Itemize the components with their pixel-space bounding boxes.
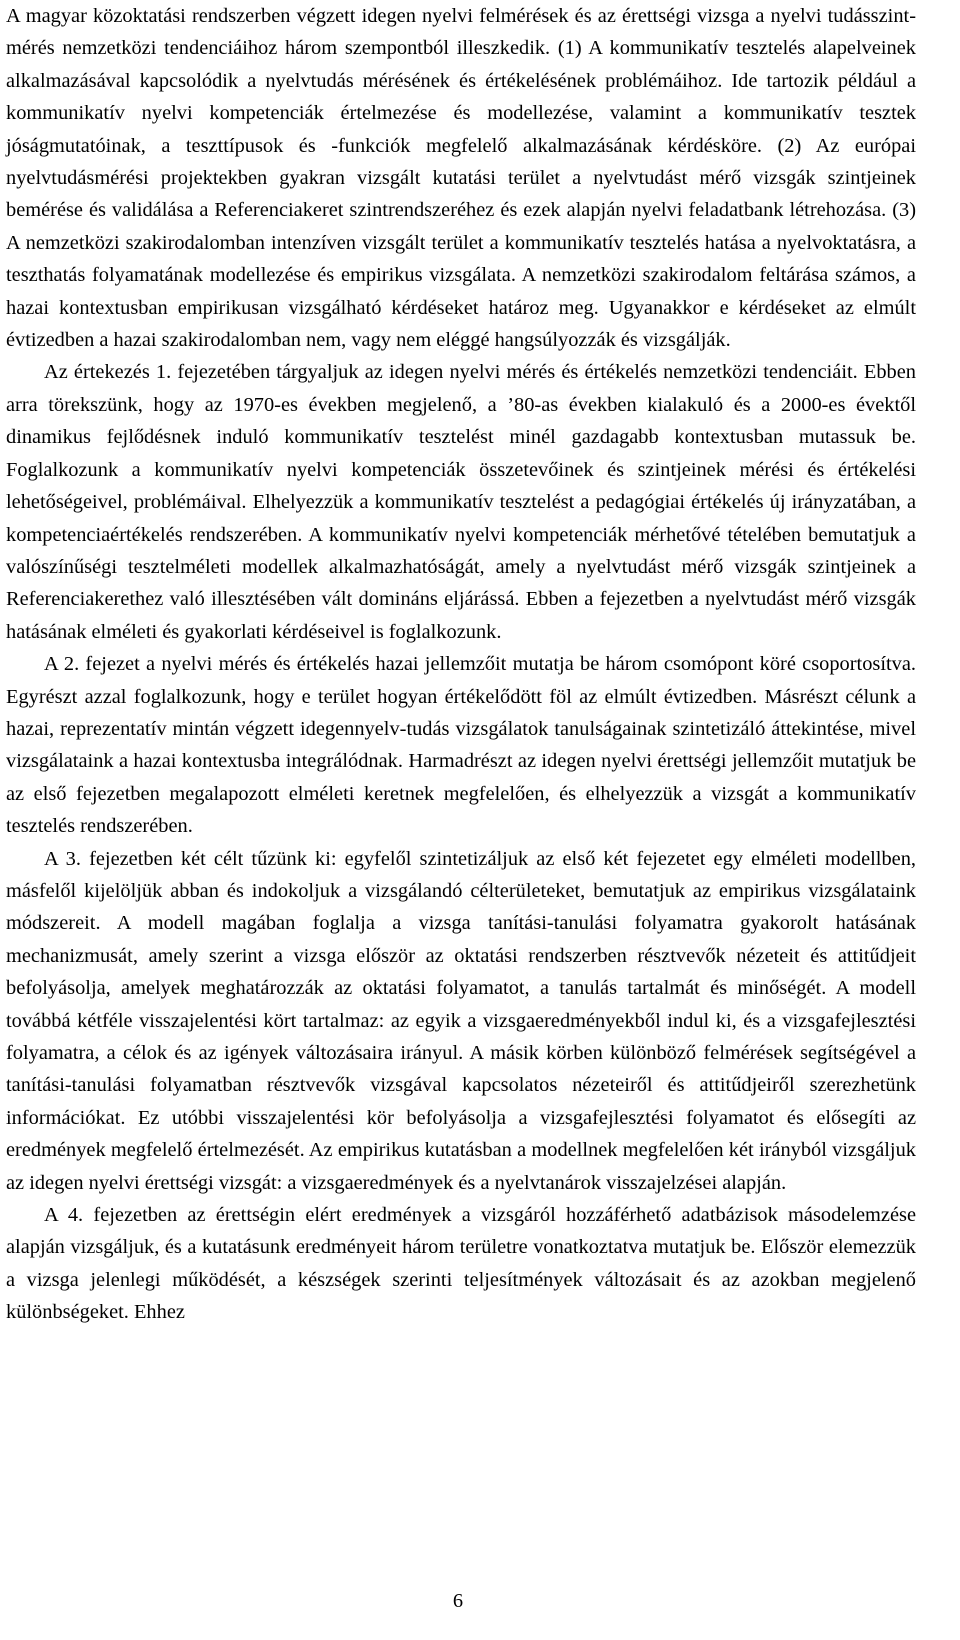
paragraph-chapter-2: A 2. fejezet a nyelvi mérés és értékelés hazai jellemzőit mutatja be három csomópont köré csoportosítva. Egyrészt azzal foglalkozunk, hogy e terület hogyan értékelődött föl az elmúlt évtizedben. Másrészt célunk a hazai, reprezentatív mintán végzett idegennyelv-tudás vizsgálatok tanulságainak szintetizáló áttekintése, mivel vizsgálataink a hazai kontextusba integrálódnak. Harmadrészt az idegen nyelvi érettségi jellemzőit mutatjuk be az első fejezetben megalapozott elméleti keretnek megfelelően, és elhelyezzük a vizsgát a kommunikatív tesztelés rendszerében. xyxy=(6,653,916,838)
paragraph-chapter-1: Az értekezés 1. fejezetében tárgyaljuk az idegen nyelvi mérés és értékelés nemzetközi tendenciáit. Ebben arra törekszünk, hogy az 1970-es években megjelenő, a ’80-as években kialakuló és a 2000-es évektől dinamikus fejlődésnek induló kommunikatív tesztelést minél gazdagabb kontextusban mutassuk be. Foglalkozunk a kommunikatív nyelvi kompetenciák összetevőinek és szintjeinek mérési és értékelési lehetőségeivel, problémáival. Elhelyezzük a kommunikatív tesztelést a pedagógiai értékelés új irányzatában, a kompetenciaértékelés rendszerében. A kommunikatív nyelvi kompetenciák mérhetővé tételében bemutatjuk a valószínűségi tesztelméleti modellek alkalmazhatóságát, amely a nyelvtudást mérő vizsgák szintjeinek a Referenciakerethez való illesztésében vált domináns eljárássá. Ebben a fejezetben a nyelvtudást mérő vizsgák hatásának elméleti és gyakorlati kérdéseivel is foglalkozunk. xyxy=(6,361,916,643)
document-page xyxy=(6,0,916,1329)
paragraph-chapter-3: A 3. fejezetben két célt tűzünk ki: egyfelől szintetizáljuk az első két fejezetet egy elméleti modellben, másfelől kijelöljük abban és indokoljuk a vizsgálandó célterületeket, bemutatjuk az empirikus vizsgálataink módszereit. A modell magában foglalja a vizsga tanítási-tanulási folyamatra gyakorolt hatásának mechanizmusát, amely szerint a vizsga először az oktatási rendszerben résztvevők nézeteit és attitűdjeit befolyásolja, amelyek meghatározzák az oktatási folyamatot, a tanulás tartalmát és minőségét. A modell továbbá kétféle visszajelentési kört tartalmaz: az egyik a vizsgaeredményekből indul ki, és a vizsgafejlesztési folyamatra, a célok és az igények változásaira irányul. A másik körben különböző felmérések segítségével a tanítási-tanulási folyamatban résztvevők vizsgával kapcsolatos nézeteiről és attitűdjeiről szerezhetünk információkat. Ez utóbbi visszajelentési kör befolyásolja a vizsgafejlesztési folyamatot és elősegíti az eredmények megfelelő értelmezését. Az empirikus kutatásban a modellnek megfelelően két irányból vizsgáljuk az idegen nyelvi érettségi vizsgát: a vizsgaeredmények és a nyelvtanárok visszajelzései alapján. xyxy=(6,847,916,1194)
paragraph-intro: A magyar közoktatási rendszerben végzett idegen nyelvi felmérések és az érettségi vizsga a nyelvi tudásszint-mérés nemzetközi tendenciáihoz három szempontból illeszkedik. (1) A kommunikatív tesztelés alapelveinek alkalmazásával kapcsolódik a nyelvtudás mérésének és értékelésének problémáihoz. Ide tartozik például a kommunikatív nyelvi kompetenciák értelmezése és modellezése, valamint a kommunikatív tesztek jóságmutatóinak, a teszttípusok és -funkciók megfelelő alkalmazásának kérdésköre. (2) Az európai nyelvtudásmérési projektekben gyakran vizsgált kutatási terület a nyelvtudást mérő vizsgák szintjeinek bemérése és validálása a Referenciakeret szintrendszeréhez és ezek alapján nyelvi feladatbank létrehozása. (3) A nemzetközi szakirodalomban intenzíven vizsgált terület a kommunikatív tesztelés hatása a nyelvoktatásra, a teszthatás folyamatának modellezése és empirikus vizsgálata. A nemzetközi szakirodalom feltárása számos, a hazai kontextusban empirikusan vizsgálható kérdéseket határoz meg. Ugyanakkor e kérdéseket az elmúlt évtizedben a hazai szakirodalomban nem, vagy nem eléggé hangsúlyozzák és vizsgálják. xyxy=(6,5,916,352)
page-number: 6 xyxy=(452,1590,464,1612)
paragraph-chapter-4: A 4. fejezetben az érettségin elért eredmények a vizsgáról hozzáférhető adatbázisok másodelemzése alapján vizsgáljuk, és a kutatásunk eredményeit három területre vonatkoztatva mutatjuk be. Először elemezzük a vizsga jelenlegi működését, a készségek szerinti teljesítmények változásait és az azokban megjelenő különbségeket. Ehhez xyxy=(6,1204,916,1324)
